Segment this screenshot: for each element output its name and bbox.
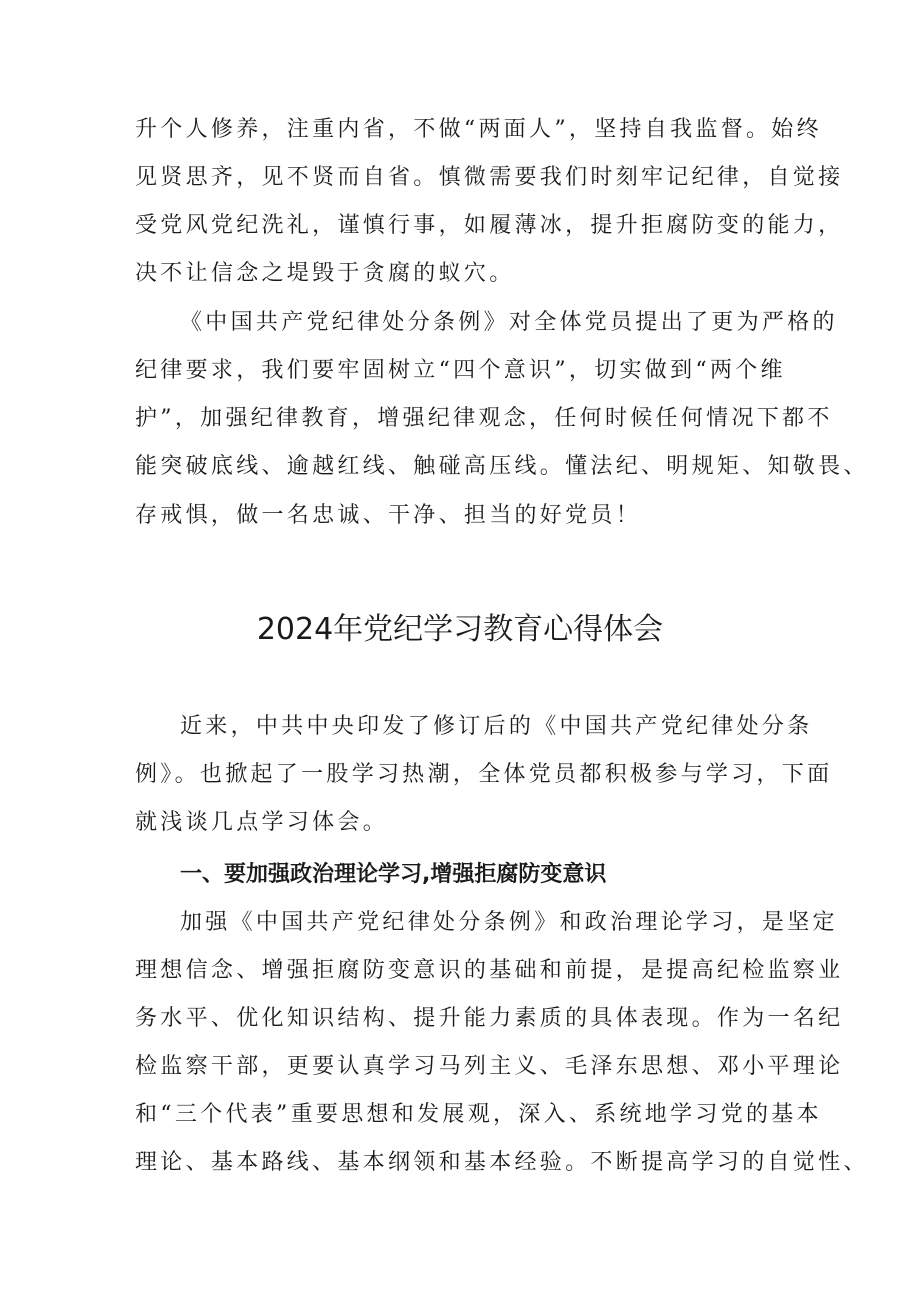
body-text-line: 受党风党纪洗礼，谨慎行事，如履薄冰，提升拒腐防变的能力， — [135, 213, 844, 238]
body-text-line: 见贤思齐，见不贤而自省。慎微需要我们时刻牢记纪律，自觉接 — [135, 165, 844, 190]
body-text-line: 护”，加强纪律教育，增强纪律观念，任何时候任何情况下都不 — [135, 406, 833, 431]
body-text-line: 例》。也掀起了一股学习热潮，全体党员都积极参与学习，下面 — [135, 762, 833, 787]
body-text-line: 决不让信念之堤毁于贪腐的蚁穴。 — [135, 261, 515, 286]
body-text-line: 能突破底线、逾越红线、触碰高压线。懂法纪、明规矩、知敬畏、 — [135, 454, 869, 479]
body-text-line: 升个人修养，注重内省，不做“两面人”，坚持自我监督。始终 — [135, 117, 822, 142]
body-text-line: 近来，中共中央印发了修订后的《中国共产党纪律处分条 — [180, 714, 813, 739]
body-text-line: 纪律要求，我们要牢固树立“四个意识”，切实做到“两个维 — [135, 358, 786, 383]
body-text-line: 就浅谈几点学习体会。 — [135, 810, 389, 835]
body-text-line: 存戒惧，做一名忠诚、干净、担当的好党员！ — [135, 503, 642, 528]
section-heading: 一、要加强政治理论学习,增强拒腐防变意识 — [180, 862, 607, 887]
body-text-line: 加强《中国共产党纪律处分条例》和政治理论学习，是坚定 — [180, 910, 838, 935]
body-text-line: 理论、基本路线、基本纲领和基本经验。不断提高学习的自觉性、 — [135, 1150, 869, 1175]
body-text-line: 务水平、优化知识结构、提升能力素质的具体表现。作为一名纪 — [135, 1006, 844, 1031]
body-text-line: 检监察干部，更要认真学习马列主义、毛泽东思想、邓小平理论 — [135, 1054, 844, 1079]
body-text-line: 《中国共产党纪律处分条例》对全体党员提出了更为严格的 — [180, 310, 838, 335]
body-text-line: 和“三个代表”重要思想和发展观，深入、系统地学习党的基本 — [135, 1102, 822, 1127]
article-title: 2024年党纪学习教育心得体会 — [256, 612, 664, 647]
body-text-line: 理想信念、增强拒腐防变意识的基础和前提，是提高纪检监察业 — [135, 958, 844, 983]
